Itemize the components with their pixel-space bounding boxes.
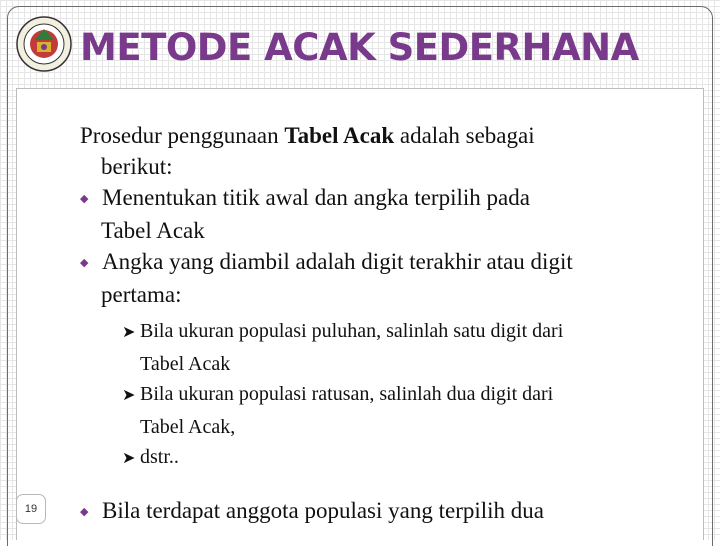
intro-text-start: Prosedur penggunaan: [80, 123, 285, 148]
bullet-text-line1: Menentukan titik awal dan angka terpilih pada: [102, 185, 530, 210]
sub-bullet-text-line2: Tabel Acak,: [140, 415, 236, 438]
diamond-bullet-icon: ◆: [80, 257, 89, 269]
sub-bullet-text-line1: Bila ukuran populasi ratusan, salinlah dua digit dari: [140, 383, 554, 405]
slide-body: [80, 120, 690, 475]
sub-bullet-text-line2: Tabel Acak: [140, 352, 231, 375]
sub-bullet-text-line1: dstr..: [140, 446, 179, 468]
diamond-bullet-icon: ◆: [80, 193, 89, 205]
intro-text-bold: Tabel Acak: [284, 123, 395, 148]
slide-title: METODE ACAK SEDERHANA: [80, 26, 639, 69]
sub-bullet-list: [122, 316, 690, 475]
sub-bullet-item: [122, 316, 690, 379]
intro-paragraph: [80, 120, 690, 182]
sub-bullet-text-line1: Bila ukuran populasi puluhan, salinlah satu digit dari: [140, 320, 564, 342]
intro-text-continued: berikut:: [101, 154, 173, 179]
page-number-badge: 19: [16, 494, 46, 524]
arrowhead-bullet-icon: ➤: [122, 324, 136, 341]
sub-bullet-item: [122, 379, 690, 442]
bullet-text-last: Bila terdapat anggota populasi yang terpilih dua: [102, 498, 544, 523]
arrowhead-bullet-icon: ➤: [122, 387, 136, 404]
arrowhead-bullet-icon: ➤: [122, 450, 136, 467]
sub-bullet-item: [122, 442, 690, 475]
bullet-text-line2: Tabel Acak: [101, 218, 205, 243]
bullet-item: [80, 246, 690, 310]
intro-text-end: adalah sebagai: [394, 123, 535, 148]
university-seal-icon: [15, 15, 73, 73]
diamond-bullet-icon: ◆: [80, 506, 89, 518]
bullet-item-last: [80, 495, 544, 528]
bullet-text-line1: Angka yang diambil adalah digit terakhir atau digit: [102, 249, 573, 274]
bullet-text-line2: pertama:: [101, 282, 182, 307]
bullet-item: [80, 182, 690, 246]
